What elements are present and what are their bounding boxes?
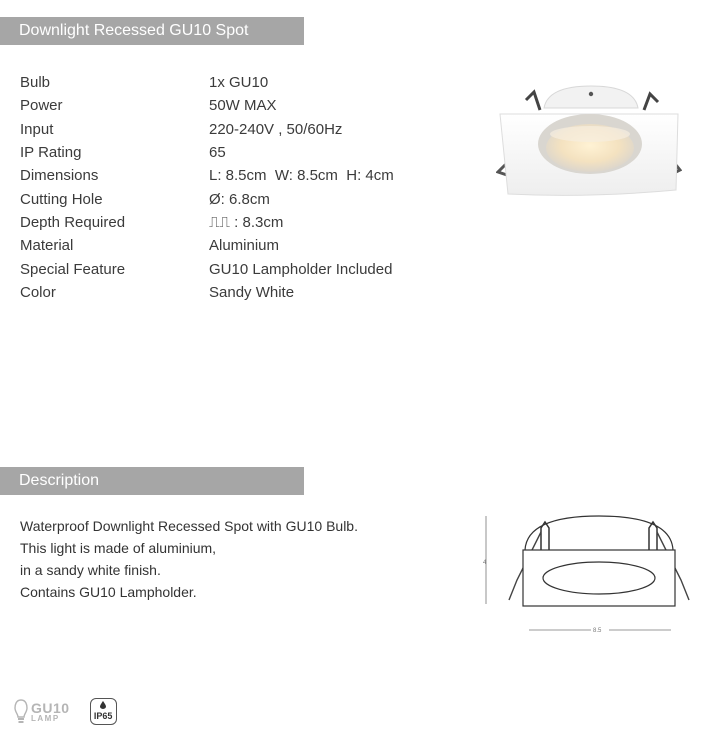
spec-row-cutting-hole bbox=[20, 187, 394, 210]
spec-value: Ø: 6.8cm bbox=[209, 190, 270, 208]
spec-table bbox=[20, 71, 394, 304]
spec-row-dimensions bbox=[20, 164, 394, 187]
description-line: Contains GU10 Lampholder. bbox=[20, 584, 197, 600]
spec-value: ⎍⎍ : 8.3cm bbox=[209, 213, 284, 231]
width-dimension-label: 8.5 bbox=[593, 628, 602, 634]
spec-label: IP Rating bbox=[20, 144, 82, 162]
product-photo bbox=[496, 78, 682, 200]
description-line: in a sandy white finish. bbox=[20, 562, 161, 578]
spec-label: Color bbox=[20, 283, 56, 301]
page-title: Downlight Recessed GU10 Spot bbox=[0, 17, 304, 45]
spec-value: 220-240V , 50/60Hz bbox=[209, 120, 343, 138]
bulb-icon bbox=[14, 699, 28, 725]
spec-row-bulb bbox=[20, 71, 394, 94]
spec-value: GU10 Lampholder Included bbox=[209, 260, 393, 278]
spec-row-ip-rating bbox=[20, 141, 394, 164]
spec-row-depth-required bbox=[20, 211, 394, 234]
spec-row-input bbox=[20, 118, 394, 141]
ip-label: IP65 bbox=[93, 711, 113, 721]
feature-icons bbox=[14, 698, 117, 725]
spec-value: Sandy White bbox=[209, 283, 295, 301]
spec-row-material bbox=[20, 234, 394, 257]
spec-value: Aluminium bbox=[209, 237, 280, 255]
spec-row-special-feature bbox=[20, 257, 394, 280]
spec-row-power bbox=[20, 94, 394, 117]
technical-drawing bbox=[483, 512, 691, 642]
spec-value: 50W MAX bbox=[209, 97, 277, 115]
spec-value: L: 8.5cm W: 8.5cm H: 4cm bbox=[209, 167, 394, 185]
spec-label: Cutting Hole bbox=[20, 190, 103, 208]
description-text bbox=[20, 515, 358, 603]
gu10-lamp-badge bbox=[14, 699, 70, 725]
spec-value: 65 bbox=[209, 144, 226, 162]
spec-label: Special Feature bbox=[20, 260, 126, 278]
water-drop-icon bbox=[100, 701, 106, 709]
gu10-label: GU10 bbox=[31, 699, 70, 716]
spec-label: Depth Required bbox=[20, 213, 126, 231]
ip-rating-badge bbox=[90, 698, 117, 725]
description-line: Waterproof Downlight Recessed Spot with GU10 Bulb. bbox=[20, 518, 358, 534]
spec-label: Power bbox=[20, 97, 63, 115]
spec-row-color bbox=[20, 281, 394, 304]
description-heading: Description bbox=[0, 467, 304, 495]
spec-label: Dimensions bbox=[20, 167, 99, 185]
spec-value: 1x GU10 bbox=[209, 74, 269, 92]
height-dimension-label: 4 bbox=[483, 560, 487, 566]
spec-label: Input bbox=[20, 120, 54, 138]
spec-label: Material bbox=[20, 237, 74, 255]
lamp-label: LAMP bbox=[31, 713, 60, 723]
spec-label: Bulb bbox=[20, 74, 51, 92]
description-line: This light is made of aluminium, bbox=[20, 540, 217, 556]
